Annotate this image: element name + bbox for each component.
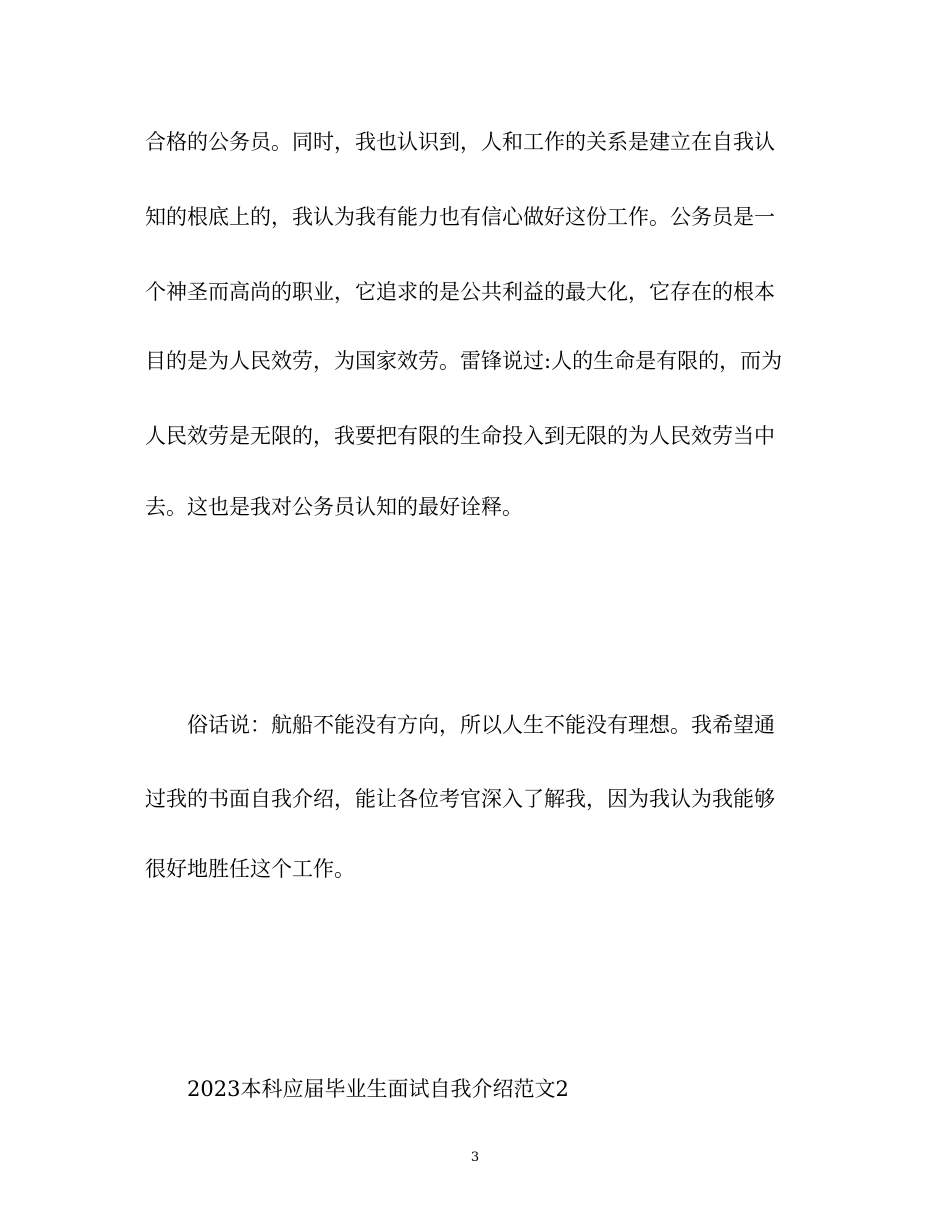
paragraph-2-line-1: 俗话说：航船不能没有方向，所以人生不能没有理想。我希望通 (187, 713, 775, 737)
paragraph-1-line-6: 去。这也是我对公务员认知的最好诠释。 (145, 495, 523, 519)
paragraph-2-line-2: 过我的书面自我介绍，能让各位考官深入了解我，因为我认为我能够 (145, 787, 775, 811)
page-number: 3 (470, 1150, 480, 1165)
paragraph-1-line-4: 目的是为人民效劳，为国家效劳。雷锋说过:人的生命是有限的，而为 (145, 349, 783, 373)
paragraph-1-line-2: 知的根底上的，我认为我有能力也有信心做好这份工作。公务员是一 (145, 205, 775, 229)
paragraph-1-line-3: 个神圣而高尚的职业，它追求的是公共利益的最大化，它存在的根本 (145, 280, 775, 304)
paragraph-2-line-3: 很好地胜任这个工作。 (145, 857, 355, 881)
paragraph-1-line-5: 人民效劳是无限的，我要把有限的生命投入到无限的为人民效劳当中 (145, 424, 775, 448)
section-heading: 2023本科应届毕业生面试自我介绍范文2 (187, 1077, 569, 1101)
paragraph-1-line-1: 合格的公务员。同时，我也认识到，人和工作的关系是建立在自我认 (145, 130, 775, 154)
